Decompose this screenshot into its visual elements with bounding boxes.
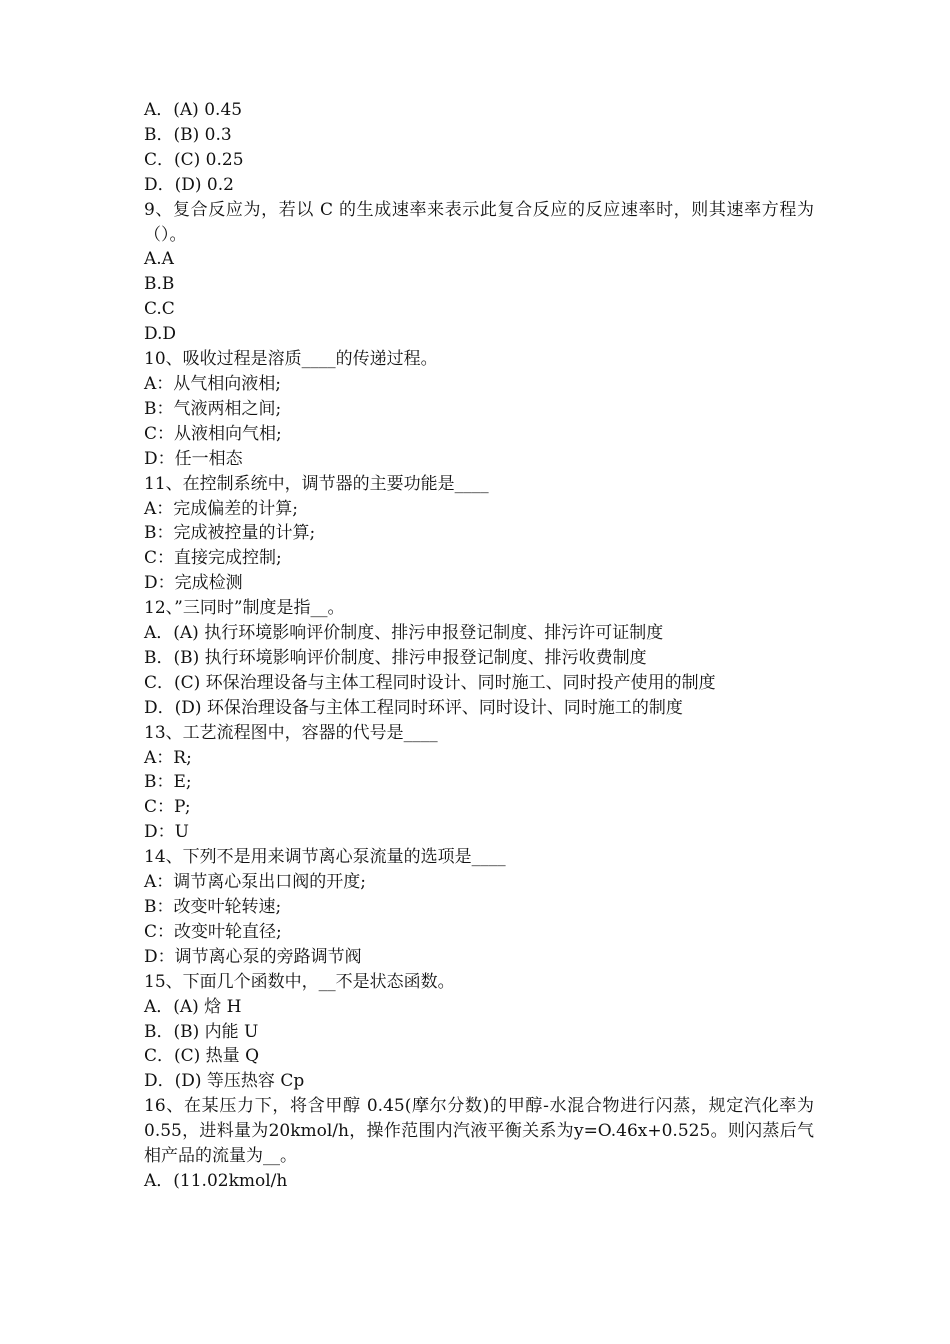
q13-option-a: A：R;	[144, 747, 192, 768]
q9-option-d: D.D	[144, 324, 177, 345]
q10-option-d: D：任一相态	[144, 448, 243, 469]
q13-question: 13、工艺流程图中，容器的代号是____	[144, 722, 438, 743]
q15-option-a: A．(A) 焓 H	[144, 996, 242, 1017]
q8-option-c: C．(C) 0.25	[144, 149, 244, 170]
q15-question: 15、下面几个函数中，__不是状态函数。	[144, 971, 455, 992]
q14-option-d: D：调节离心泵的旁路调节阀	[144, 946, 362, 967]
q14-option-b: B：改变叶轮转速;	[144, 897, 282, 917]
q12-option-b: B．(B) 执行环境影响评价制度、排污申报登记制度、排污收费制度	[144, 647, 647, 668]
q11-option-a: A：完成偏差的计算;	[144, 498, 299, 519]
q8-option-a: A．(A) 0.45	[144, 100, 243, 120]
q15-option-c: C．(C) 热量 Q	[144, 1046, 260, 1067]
q10-question: 10、吸收过程是溶质____的传递过程。	[144, 349, 438, 370]
q10-option-a: A：从气相向液相;	[144, 373, 282, 394]
q12-option-c: C．(C) 环保治理设备与主体工程同时设计、同时施工、同时投产使用的制度	[144, 672, 716, 693]
q10-option-b: B：气液两相之间;	[144, 398, 282, 419]
q8-option-b: B．(B) 0.3	[144, 124, 232, 145]
q14-option-a: A：调节离心泵出口阀的开度;	[144, 872, 367, 893]
q14-option-c: C：改变叶轮直径;	[144, 921, 282, 942]
q9-option-b: B.B	[144, 274, 175, 295]
q11-option-d: D：完成检测	[144, 573, 243, 594]
q9-option-a: A.A	[144, 249, 174, 270]
q12-option-d: D．(D) 环保治理设备与主体工程同时环评、同时设计、同时施工的制度	[144, 697, 683, 718]
document-page	[144, 98, 814, 1194]
q16-question: 16、在某压力下，将含甲醇 0.45(摩尔分数)的甲醇-水混合物进行闪蒸，规定汽化率为 0.55，进料量为20kmol/h，操作范围内汽液平衡关系为y=O.46x+0.525。则闪蒸后气相产品的流量为__。	[144, 1096, 814, 1167]
q13-option-d: D：U	[144, 822, 189, 843]
q16-option-a: A．(11.02kmol/h	[144, 1170, 288, 1191]
q9-option-c: C.C	[144, 299, 175, 320]
q12-option-a: A．(A) 执行环境影响评价制度、排污申报登记制度、排污许可证制度	[144, 623, 664, 644]
q11-option-c: C：直接完成控制;	[144, 548, 282, 569]
q13-option-b: B：E;	[144, 772, 192, 793]
q9-question: 9、复合反应为，若以 C 的生成速率来表示此复合反应的反应速率时，则其速率方程为（）。	[144, 199, 814, 245]
q11-option-b: B：完成被控量的计算;	[144, 523, 316, 544]
q15-option-d: D．(D) 等压热容 Cp	[144, 1071, 305, 1092]
q8-option-d: D．(D) 0.2	[144, 174, 234, 195]
q15-option-b: B．(B) 内能 U	[144, 1021, 259, 1042]
q12-question: 12、”三同时”制度是指__。	[144, 598, 345, 619]
q10-option-c: C：从液相向气相;	[144, 423, 282, 444]
q11-question: 11、在控制系统中，调节器的主要功能是____	[144, 473, 489, 494]
q13-option-c: C：P;	[144, 797, 191, 818]
q14-question: 14、下列不是用来调节离心泵流量的选项是____	[144, 847, 506, 868]
